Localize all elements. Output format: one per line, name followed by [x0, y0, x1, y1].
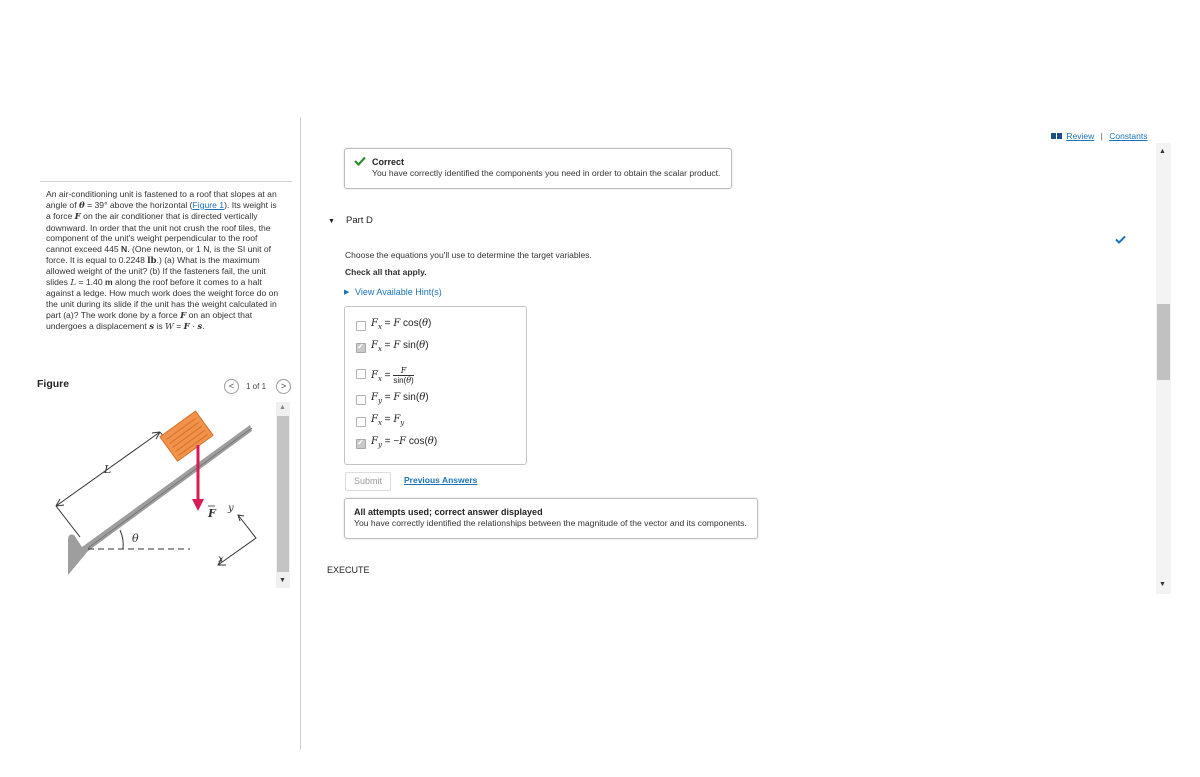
- part-d-title[interactable]: Part D: [346, 215, 373, 226]
- option-5[interactable]: $F_x = F_y$: [371, 414, 405, 427]
- hint-caret-icon[interactable]: ▶: [344, 289, 350, 296]
- header-links: [1052, 131, 1148, 141]
- column-divider: [300, 117, 301, 750]
- correct-check-icon: [354, 156, 366, 166]
- force-arrowhead: [192, 499, 204, 511]
- part-complete-check-icon: [1115, 235, 1126, 244]
- submit-button[interactable]: Submit: [345, 472, 391, 491]
- axes: [218, 515, 256, 565]
- collapse-caret-icon[interactable]: ▼: [328, 218, 335, 225]
- option-6[interactable]: $F_y = -F$ cos(θ): [371, 436, 438, 449]
- main-scrollbar-thumb[interactable]: [1157, 304, 1170, 380]
- angle-arc: [120, 530, 123, 549]
- part-d-instructions: Choose the equations you'll use to determine the target variables.: [345, 250, 592, 260]
- attempts-title: All attempts used; correct answer displayed: [354, 507, 543, 517]
- scroll-up-icon[interactable]: ▲: [1159, 148, 1166, 155]
- figure-diagram: [40, 395, 272, 585]
- pager-text: 1 of 1: [246, 382, 267, 391]
- label-y: y: [228, 503, 234, 514]
- option-5-checkbox[interactable]: [356, 417, 366, 427]
- correct-title: Correct: [372, 157, 405, 167]
- figure-label: Figure: [37, 378, 70, 390]
- constants-link[interactable]: Constants: [1109, 131, 1148, 141]
- option-2[interactable]: $F_x = F$ sin(θ): [371, 340, 429, 353]
- option-4[interactable]: $F_y = F$ sin(θ): [371, 392, 429, 405]
- review-link[interactable]: Review: [1066, 131, 1095, 141]
- ac-unit: [160, 411, 213, 461]
- problem-statement: An air-conditioning unit is fastened to a roof that slopes at an angle of θ = 39° above the horizontal (Figure 1). Its weight is a force F on the air conditioner that is directed vertically downward. In order that the unit not crush the roof tiles, the component of the unit's weight perpendicular to the roof cannot exceed 445 N. (One newton, or 1 N, is the SI unit of force. It is equal to 0.2248 lb.) (a) What is the maximum allowed weight of the unit? (b) If the fasteners fail, the unit slides L = 1.40 m along the roof before it comes to a halt against a ledge. How much work does the weight force do on the unit during its slide if the unit has the weight calculated in part (a)? The work done by a force F on an object that undergoes a displacement s is W = F · s.: [46, 189, 279, 333]
- chevron-left-icon[interactable]: <: [224, 379, 239, 394]
- option-6-checkbox[interactable]: [356, 439, 366, 449]
- correct-message: You have correctly identified the components you need in order to obtain the scalar product.: [372, 168, 721, 178]
- label-L: L: [104, 463, 112, 476]
- previous-answers-link[interactable]: Previous Answers: [404, 475, 478, 485]
- figure-scrollbar-thumb[interactable]: [277, 416, 289, 572]
- option-3[interactable]: $F_x$ = $\frac{F}{\sin(\theta)}$: [371, 366, 414, 385]
- roof-slope: [68, 425, 252, 575]
- option-3-checkbox[interactable]: [356, 369, 366, 379]
- scroll-down-icon[interactable]: ▼: [279, 577, 286, 584]
- scroll-down-icon[interactable]: ▼: [1159, 581, 1166, 588]
- option-2-checkbox[interactable]: [356, 343, 366, 353]
- extension-line-left: [56, 506, 80, 537]
- view-hints-link[interactable]: View Available Hint(s): [355, 287, 442, 297]
- option-1[interactable]: $F_x = F$ cos(θ): [371, 318, 432, 331]
- scroll-up-icon[interactable]: ▲: [279, 404, 286, 411]
- figure-link[interactable]: Figure 1: [192, 199, 225, 210]
- execute-label: EXECUTE: [327, 565, 370, 575]
- label-F: F: [208, 507, 216, 520]
- option-1-checkbox[interactable]: [356, 321, 366, 331]
- link-separator: |: [1100, 131, 1103, 141]
- check-all-label: Check all that apply.: [345, 267, 427, 277]
- chevron-right-icon[interactable]: >: [276, 379, 291, 394]
- left-divider: [40, 181, 292, 182]
- attempts-message: You have correctly identified the relationships between the magnitude of the vector and its components.: [354, 518, 747, 528]
- label-x: x: [218, 554, 224, 565]
- option-4-checkbox[interactable]: [356, 395, 366, 405]
- label-theta: θ: [132, 532, 139, 545]
